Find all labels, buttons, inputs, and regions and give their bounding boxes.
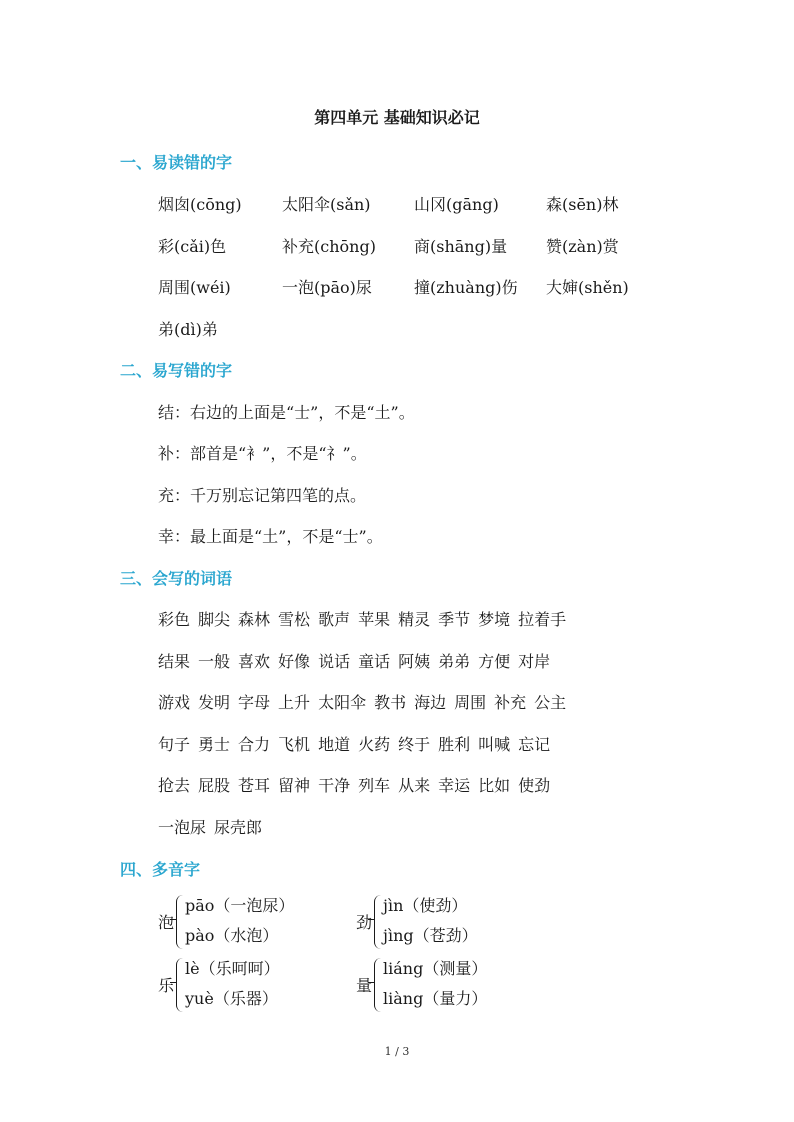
vocab-word: 留神: [278, 776, 311, 795]
vocab-word: 干净: [318, 776, 351, 795]
word-row: [158, 649, 558, 672]
section-heading-1: 一、易读错的字: [120, 153, 233, 172]
polyphone-char: 乐: [158, 976, 175, 995]
vocab-word: 字母: [238, 693, 271, 712]
vocab-word: 彩色: [158, 610, 191, 629]
polyphone-reading: pào（水泡）: [185, 926, 279, 945]
writing-note: 充：千万别忘记第四笔的点。: [158, 486, 367, 505]
vocab-word: 周围: [454, 693, 487, 712]
writing-note: 结：右边的上面是“士”，不是“土”。: [158, 403, 415, 422]
vocab-word: 游戏: [158, 693, 191, 712]
word-row: [158, 607, 574, 630]
vocab-word: 抢去: [158, 776, 191, 795]
section-heading-4: 四、多音字: [120, 860, 201, 879]
polyphone-reading: liàng（量力）: [383, 989, 488, 1008]
writing-note: 幸：最上面是“土”，不是“士”。: [158, 527, 383, 546]
pinyin-word: 补充(chōng): [282, 237, 376, 256]
vocab-word: 方便: [478, 652, 511, 671]
polyphone-char: 劲: [356, 913, 373, 932]
section-heading-2: 二、易写错的字: [120, 361, 233, 380]
vocab-word: 补充: [494, 693, 527, 712]
section-heading-3: 三、会写的词语: [120, 569, 233, 588]
pinyin-word: 商(shāng)量: [414, 237, 508, 256]
pinyin-word: 撞(zhuàng)伤: [414, 278, 518, 297]
vocab-word: 弟弟: [438, 652, 471, 671]
polyphone-reading: jìn（使劲）: [383, 896, 468, 915]
polyphone-char: 泡: [158, 913, 175, 932]
page-title: 第四单元 基础知识必记: [314, 108, 480, 127]
pinyin-word: 山冈(gāng): [414, 195, 499, 214]
word-row: [158, 815, 270, 838]
pinyin-word: 烟囱(cōng): [158, 195, 242, 214]
vocab-word: 苍耳: [238, 776, 271, 795]
vocab-word: 尿壳郎: [214, 818, 263, 837]
vocab-word: 一泡尿: [158, 818, 207, 837]
pinyin-word: 一泡(pāo)尿: [282, 278, 372, 297]
vocab-word: 阿姨: [398, 652, 431, 671]
word-row: [158, 690, 574, 713]
polyphone-reading: jìng（苍劲）: [383, 926, 478, 945]
vocab-word: 歌声: [318, 610, 351, 629]
vocab-word: 森林: [238, 610, 271, 629]
writing-note: 补：部首是“衤”，不是“礻”。: [158, 444, 367, 463]
vocab-word: 地道: [318, 735, 351, 754]
vocab-word: 一般: [198, 652, 231, 671]
pinyin-word: 弟(dì)弟: [158, 320, 218, 339]
vocab-word: 苹果: [358, 610, 391, 629]
brace-icon: [374, 895, 381, 949]
vocab-word: 忘记: [518, 735, 551, 754]
vocab-word: 结果: [158, 652, 191, 671]
vocab-word: 好像: [278, 652, 311, 671]
polyphone-reading: pāo（一泡尿）: [185, 896, 295, 915]
polyphone-reading: yuè（乐器）: [185, 989, 278, 1008]
pinyin-word: 森(sēn)林: [546, 195, 619, 214]
brace-icon: [176, 895, 183, 949]
word-row: [158, 773, 558, 796]
vocab-word: 勇士: [198, 735, 231, 754]
polyphone-reading: lè（乐呵呵）: [185, 959, 280, 978]
vocab-word: 句子: [158, 735, 191, 754]
vocab-word: 终于: [398, 735, 431, 754]
pinyin-word: 大婶(shěn): [546, 278, 629, 297]
vocab-word: 太阳伞: [318, 693, 367, 712]
vocab-word: 屁股: [198, 776, 231, 795]
vocab-word: 海边: [414, 693, 447, 712]
vocab-word: 公主: [534, 693, 567, 712]
vocab-word: 拉着手: [518, 610, 567, 629]
vocab-word: 对岸: [518, 652, 551, 671]
vocab-word: 合力: [238, 735, 271, 754]
vocab-word: 说话: [318, 652, 351, 671]
pinyin-word: 彩(cǎi)色: [158, 237, 227, 256]
vocab-word: 火药: [358, 735, 391, 754]
vocab-word: 精灵: [398, 610, 431, 629]
pinyin-word: 太阳伞(sǎn): [282, 195, 371, 214]
vocab-word: 从来: [398, 776, 431, 795]
vocab-word: 季节: [438, 610, 471, 629]
vocab-word: 喜欢: [238, 652, 271, 671]
vocab-word: 上升: [278, 693, 311, 712]
vocab-word: 梦境: [478, 610, 511, 629]
vocab-word: 比如: [478, 776, 511, 795]
vocab-word: 叫喊: [478, 735, 511, 754]
word-row: [158, 732, 558, 755]
vocab-word: 胜利: [438, 735, 471, 754]
vocab-word: 脚尖: [198, 610, 231, 629]
page-number: 1 / 3: [384, 1045, 410, 1058]
vocab-word: 发明: [198, 693, 231, 712]
vocab-word: 列车: [358, 776, 391, 795]
vocab-word: 使劲: [518, 776, 551, 795]
polyphone-char: 量: [356, 976, 373, 995]
vocab-word: 幸运: [438, 776, 471, 795]
pinyin-word: 赞(zàn)赏: [546, 237, 619, 256]
vocab-word: 教书: [374, 693, 407, 712]
vocab-word: 雪松: [278, 610, 311, 629]
brace-icon: [374, 958, 381, 1012]
pinyin-word: 周围(wéi): [158, 278, 231, 297]
polyphone-reading: liáng（测量）: [383, 959, 488, 978]
brace-icon: [176, 958, 183, 1012]
vocab-word: 飞机: [278, 735, 311, 754]
vocab-word: 童话: [358, 652, 391, 671]
